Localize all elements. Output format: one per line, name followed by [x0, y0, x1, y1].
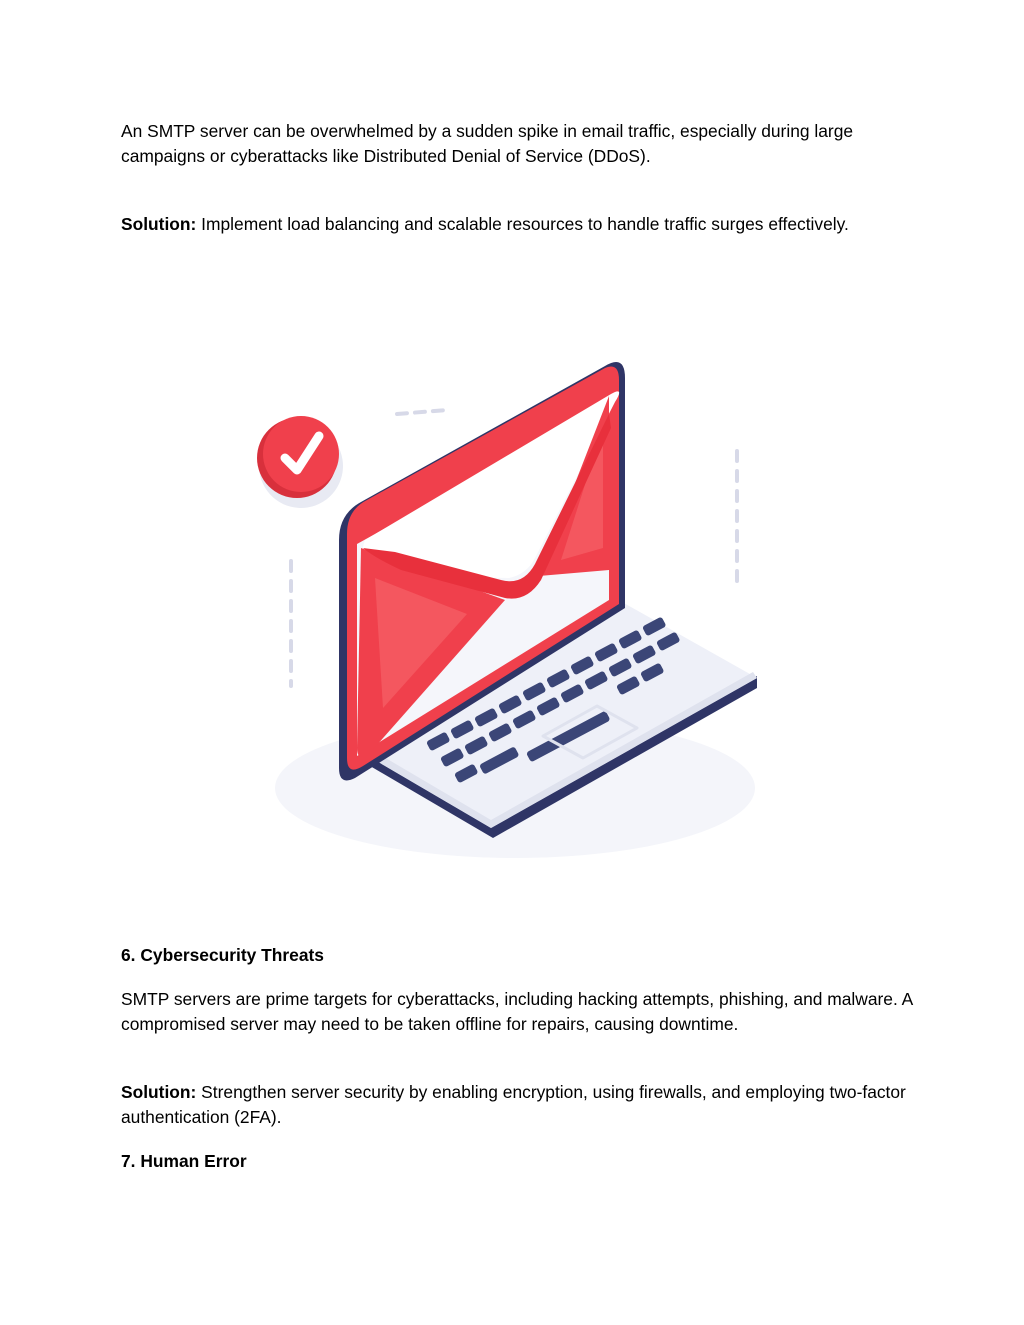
check-badge-icon: [247, 412, 355, 520]
solution-paragraph-2: [121, 1080, 921, 1129]
section-7-heading: 7. Human Error: [121, 1151, 247, 1171]
solution-label: Solution:: [121, 214, 197, 234]
solution-paragraph-1: [121, 212, 921, 237]
section-6-paragraph: SMTP servers are prime targets for cyberattacks, including hacking attempts, phishing, and malware. A compromised server may need to be taken offline for repairs, causing downtime.: [121, 989, 913, 1034]
solution-text: Implement load balancing and scalable resources to handle traffic surges effectively.: [196, 214, 849, 234]
laptop-email-illustration: [205, 308, 817, 920]
solution-label: Solution:: [121, 1082, 197, 1102]
section-6-heading: 6. Cybersecurity Threats: [121, 945, 324, 965]
intro-paragraph: An SMTP server can be overwhelmed by a sudden spike in email traffic, especially during large campaigns or cyberattacks like Distributed Denial of Service (DDoS).: [121, 121, 854, 166]
solution-text: Strengthen server security by enabling encryption, using firewalls, and employing two-factor authentication (2FA).: [121, 1082, 906, 1127]
laptop-email-checkmark-icon: [205, 308, 817, 920]
